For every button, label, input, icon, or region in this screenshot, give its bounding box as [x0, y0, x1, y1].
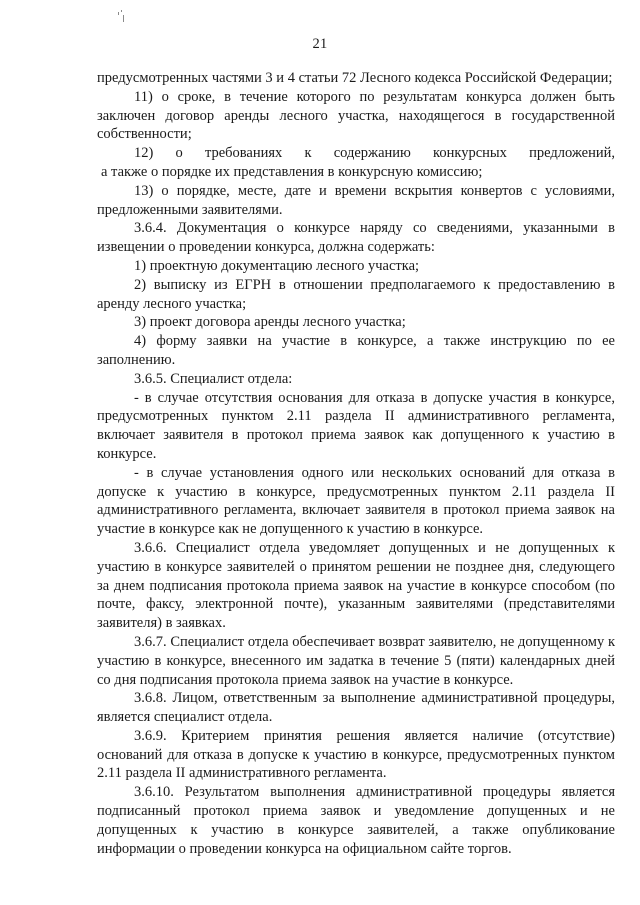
paragraph: а также о порядке их представления в конкурсную комиссию;	[101, 163, 483, 180]
paragraph: 3.6.10. Результатом выполнения административной процедуры является подписанный протокол приема заявок и уведомление допущенных и не допущенных к участию в конкурсе заявителей, а также опубликование информации о проведении конкурса на официальном сайте торгов.	[97, 784, 615, 857]
scan-speck	[118, 10, 126, 24]
paragraph: 1) проектную документацию лесного участка;	[134, 257, 420, 274]
paragraph: - в случае установления одного или нескольких оснований для отказа в допуске к участию в конкурсе, предусмотренных пунктом 2.11 раздела II административного регламента, включает заявителя в протокол приема заявок на участие в конкурсе как не допущенного к участию в конкурсе.	[97, 464, 615, 538]
paragraph: 4) форму заявки на участие в конкурсе, а также инструкцию по ее заполнению.	[97, 333, 615, 368]
paragraph: 13) о порядке, месте, дате и времени вскрытия конвертов с условиями, предложенными заявителями.	[97, 182, 615, 218]
paragraph: 11) о сроке, в течение которого по результатам конкурса должен быть заключен договор аренды лесного участка, находящегося в государственной собственности;	[97, 88, 615, 143]
paragraph: 3.6.8. Лицом, ответственным за выполнение административной процедуры, является специалист отдела.	[97, 690, 615, 726]
paragraph: 3.6.6. Специалист отдела уведомляет допущенных и не допущенных к участию в конкурсе заявителей о принятом решении не позднее дня, следующего за днем подписания протокола приема заявок на участие в конкурсе способом (по почте, факсу, электронной почте), указанным заявителями (представителями заявителя) в заявках.	[97, 539, 615, 632]
document-body	[97, 69, 615, 858]
paragraph: 3.6.4. Документация о конкурсе наряду со сведениями, указанными в извещении о проведении конкурса, должна содержать:	[97, 220, 615, 256]
paragraph: 2) выписку из ЕГРН в отношении предполагаемого к предоставлению в аренду лесного участка;	[97, 276, 615, 312]
paragraph: 3.6.9. Критерием принятия решения является наличие (отсутствие) оснований для отказа в допуске к участию в конкурсе, предусмотренных пунктом 2.11 раздела II административного регламента.	[97, 727, 615, 782]
paragraph: 3.6.7. Специалист отдела обеспечивает возврат заявителю, не допущенному к участию в конкурсе, внесенного им задатка в течение 5 (пяти) календарных дней со дня подписания протокола приема заявок на участие в конкурсе.	[97, 633, 615, 688]
page-number: 21	[312, 36, 328, 52]
paragraph: 3.6.5. Специалист отдела:	[134, 370, 293, 387]
paragraph: 12) о требованиях к содержанию конкурсных предложений,	[134, 145, 615, 162]
paragraph: 3) проект договора аренды лесного участка;	[134, 314, 406, 331]
paragraph: - в случае отсутствия основания для отказа в допуске участия в конкурсе, предусмотренных пунктом 2.11 раздела II административного регламента, включает заявителя в протокол приема заявок как допущенного к участию в конкурсе.	[97, 389, 615, 462]
paragraph: предусмотренных частями 3 и 4 статьи 72 Лесного кодекса Российской Федерации;	[97, 70, 613, 86]
